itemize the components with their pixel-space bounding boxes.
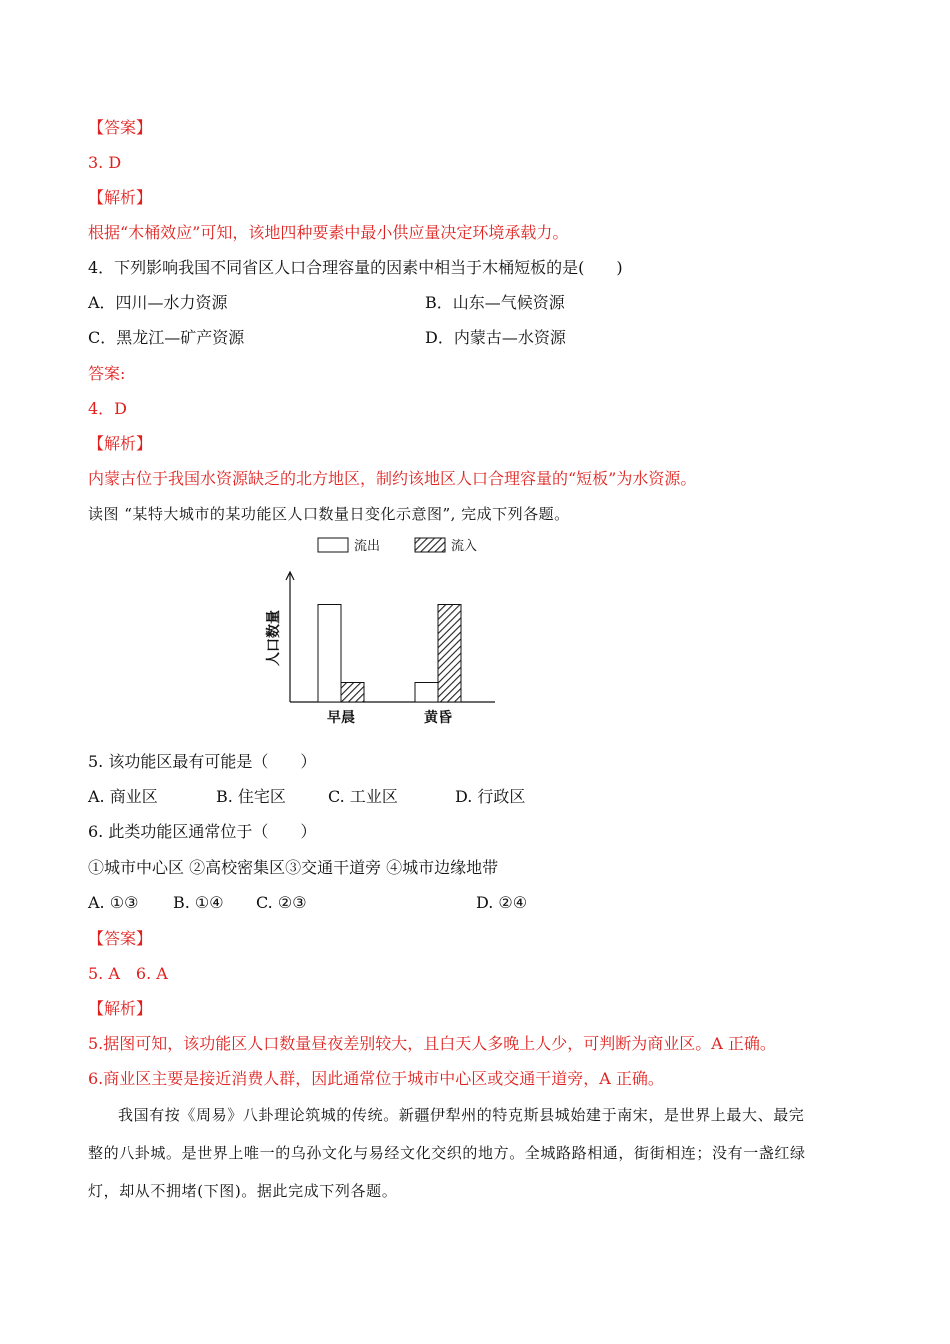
answer-heading-2: 【答案】 (88, 929, 153, 948)
y-axis-label: 人口数量 (266, 610, 282, 666)
answer-text-1: 3. D (88, 153, 122, 172)
passage-line-2: 整的八卦城。是世界上唯一的乌孙文化与易经文化交织的地方。全城路路相通，街街相连；没有一盏红绿 (88, 1144, 806, 1162)
category-label-morning: 早晨 (327, 710, 355, 726)
legend-swatch-inflow (415, 538, 445, 552)
q6-option-d: D. ②④ (476, 893, 528, 912)
q4-analysis: 内蒙古位于我国水资源缺乏的北方地区，制约该地区人口合理容量的“短板”为水资源。 (88, 469, 697, 488)
bar-inflow-evening (438, 605, 461, 703)
analysis-text-5: 5.据图可知，该功能区人口数量昼夜差别较大，且白天人多晚上人少，可判断为商业区。A 正确。 (88, 1034, 776, 1053)
passage-line-3: 灯，却从不拥堵(下图)。据此完成下列各题。 (88, 1182, 398, 1200)
q5-option-b: B. 住宅区 (216, 787, 286, 806)
q4-analysis-heading: 【解析】 (88, 434, 153, 453)
q4-option-b: B．山东—气候资源 (425, 293, 565, 312)
legend-swatch-outflow (318, 538, 348, 552)
bar-inflow-morning (341, 683, 364, 703)
population-chart (260, 528, 520, 738)
q5-option-d: D. 行政区 (455, 787, 526, 806)
analysis-text-6: 6.商业区主要是接近消费人群，因此通常位于城市中心区或交通干道旁，A 正确。 (88, 1069, 664, 1088)
q6-option-b: B. ①④ (173, 893, 224, 912)
q4-answer-label: 答案: (88, 364, 126, 383)
answer-text-2: 5. A 6. A (88, 964, 168, 983)
legend-label-inflow: 流入 (451, 539, 478, 554)
question-5: 5. 该功能区最有可能是（ ） (88, 752, 317, 771)
analysis-heading-2: 【解析】 (88, 999, 153, 1018)
category-label-evening: 黄昏 (424, 710, 452, 726)
q6-items: ①城市中心区 ②高校密集区③交通干道旁 ④城市边缘地带 (88, 858, 499, 877)
q4-option-d: D．内蒙古—水资源 (425, 328, 566, 347)
chart-intro: 读图 “某特大城市的某功能区人口数量日变化示意图”, 完成下列各题。 (88, 505, 570, 523)
q4-answer: 4．D (88, 399, 128, 418)
q6-option-c: C. ②③ (256, 893, 307, 912)
passage-line-1: 我国有按《周易》八卦理论筑城的传统。新疆伊犁州的特克斯县城始建于南宋，是世界上最大、最完 (118, 1106, 805, 1124)
q5-option-c: C. 工业区 (328, 787, 398, 806)
bar-outflow-evening (415, 683, 438, 703)
legend-label-outflow: 流出 (354, 539, 381, 554)
answer-heading-1: 【答案】 (88, 118, 153, 137)
question-4: 4．下列影响我国不同省区人口合理容量的因素中相当于木桶短板的是( ) (88, 258, 623, 277)
analysis-heading-1: 【解析】 (88, 188, 153, 207)
bar-outflow-morning (318, 605, 341, 703)
q6-option-a: A. ①③ (88, 893, 139, 912)
q5-option-a: A. 商业区 (88, 787, 158, 806)
analysis-text-1: 根据“木桶效应”可知，该地四种要素中最小供应量决定环境承载力。 (88, 223, 569, 242)
q4-option-c: C．黑龙江—矿产资源 (88, 328, 245, 347)
q4-option-a: A．四川—水力资源 (88, 293, 228, 312)
question-6: 6. 此类功能区通常位于（ ） (88, 822, 317, 841)
